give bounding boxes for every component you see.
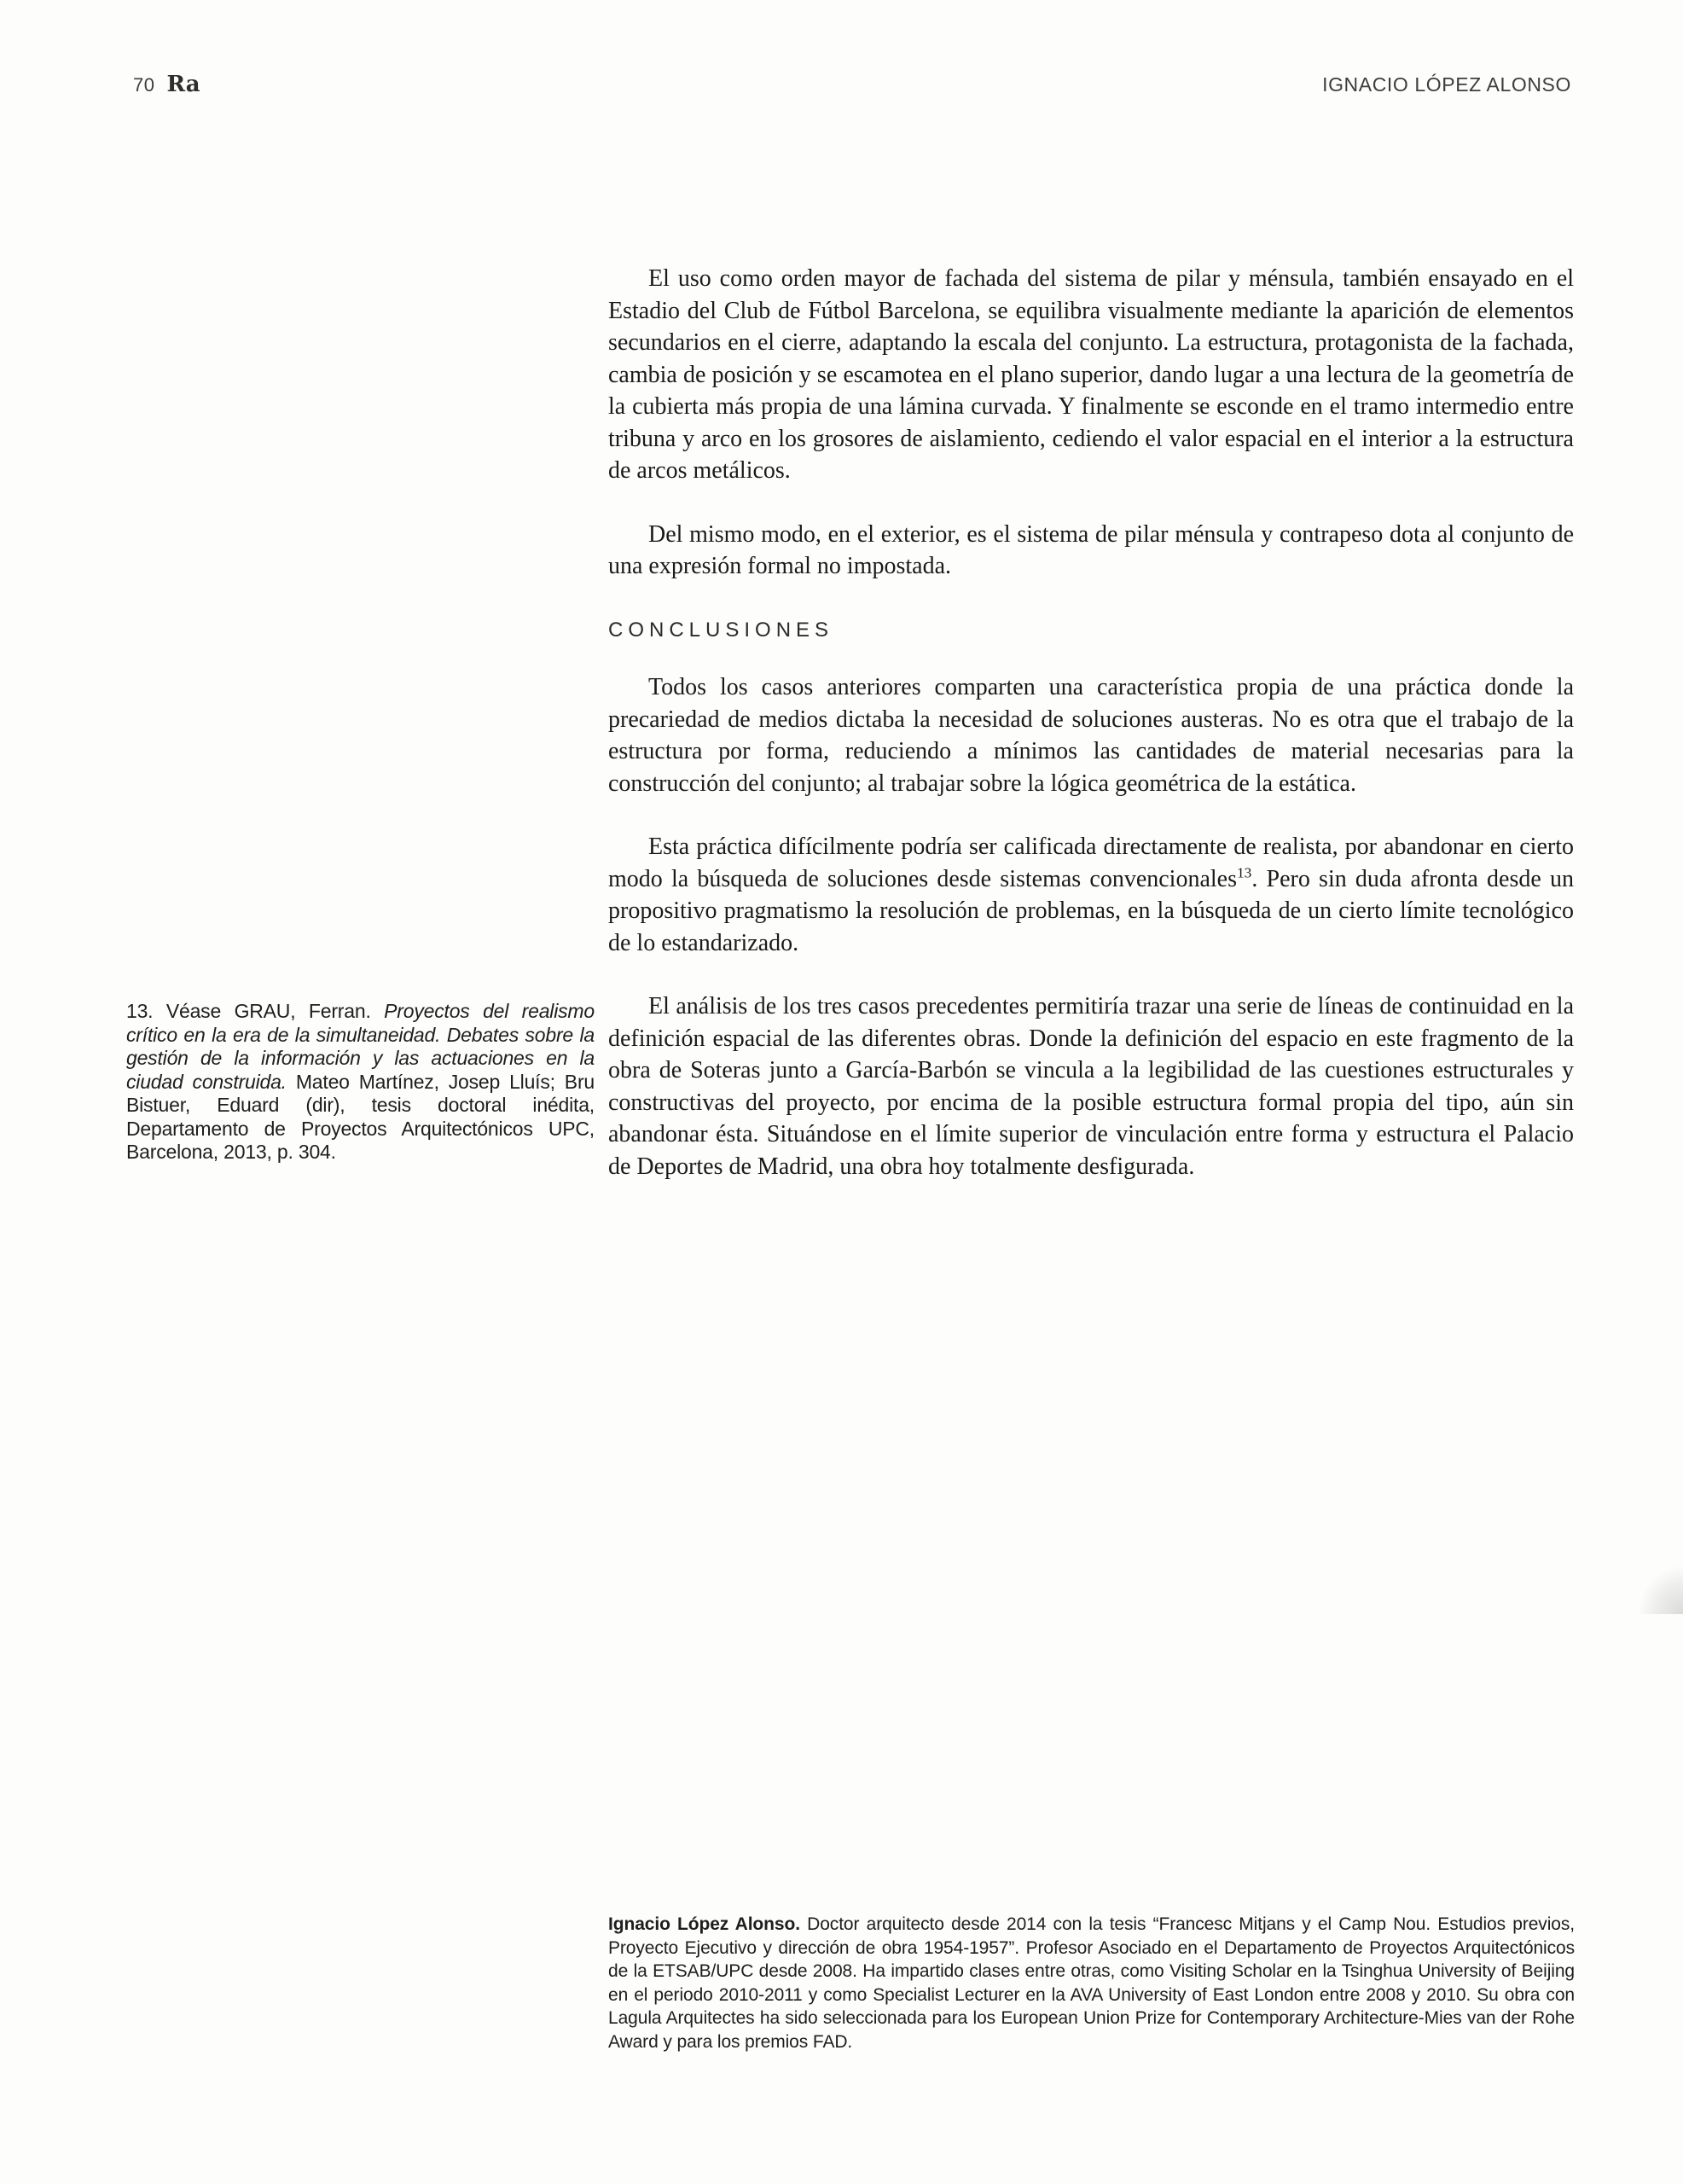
page-number: 70 [133,74,155,96]
paragraph-1: El uso como orden mayor de fachada del sistema de pilar y ménsula, también ensayado en el Estadio del Club de Fútbol Barcelona, se equilibra visualmente mediante la aparición de elementos secundarios en el cierre, adaptando la escala del conjunto. La estructura, protagonista de la fachada, cambia de posición y se escamotea en el plano superior, dando lugar a una lectura de la geometría de la cubierta más propia de una lámina curvada. Y finalmente se esconde en el tramo intermedio entre tribuna y arco en los grosores de aislamiento, cediendo el valor espacial en el interior a la estructura de arcos metálicos. [608,265,1574,484]
page-curl-artifact [1639,1566,1683,1614]
paragraph-2: Del mismo modo, en el exterior, es el sistema de pilar ménsula y contrapeso dota al conjunto de una expresión formal no impostada. [608,520,1574,579]
running-header [133,72,1571,97]
footnote-reference-13: 13 [1236,864,1252,881]
journal-logo: Ra [166,72,200,97]
footnote-prefix: 13. Véase GRAU, Ferran. [126,1000,385,1022]
author-bio-text: Doctor arquitecto desde 2014 con la tesis “Francesc Mitjans y el Camp Nou. Estudios previos, Proyecto Ejecutivo y dirección de obra 1954-1957”. Profesor Asociado en el Departamento de Proyectos Arquitectónicos de la ETSAB/UPC desde 2008. Ha impartido clases entre otras, como Visiting Scholar en la Tsinghua University of Beijing en el periodo 2010-2011 y como Specialist Lecturer en la AVA University of East London entre 2008 y 2010. Su obra con Lagula Arquitectes ha sido seleccionada para los European Union Prize for Contemporary Architecture-Mies van der Rohe Award y para los premios FAD. [608,1914,1575,2052]
footnote-13 [126,1000,595,1165]
paragraph-3: Todos los casos anteriores comparten una característica propia de una práctica donde la precariedad de medios dictaba la necesidad de soluciones austeras. No es otra que el trabajo de la estructura por forma, reduciendo a mínimos las cantidades de material necesarias para la construcción del conjunto; al trabajar sobre la lógica geométrica de la estática. [608,674,1574,797]
footnote-suffix: Mateo Martínez, Josep Lluís; Bru Bistuer, Eduard (dir), tesis doctoral inédita, Departamento de Proyectos Arquitectónicos UPC, Barcelona, 2013, p. 304. [126,1070,595,1163]
author-bio [608,1913,1575,2053]
section-heading-conclusiones: CONCLUSIONES [608,618,834,642]
paragraph-5: El análisis de los tres casos precedentes permitiría trazar una serie de líneas de continuidad en la definición espacial de las diferentes obras. Donde la definición del espacio en este fragmento de la obra de Soteras junto a García-Barbón se vincula a la legibilidad de las cuestiones estructurales y constructivas del proyecto, por encima de la posible estructura formal propia del tipo, aún sin abandonar ésta. Situándose en el límite superior de vinculación entre forma y estructura el Palacio de Deportes de Madrid, una obra hoy totalmente desfigurada. [608,993,1574,1180]
paragraph-4 [608,831,1574,959]
paragraph-4-text-after: . Pero sin duda afronta desde un propositivo pragmatismo la resolución de problemas, en la búsqueda de un cierto límite tecnológico de lo estandarizado. [608,865,1574,956]
main-text-column [608,263,1574,1214]
paragraph-4-text: Esta práctica difícilmente podría ser calificada directamente de realista, por abandonar en cierto modo la búsqueda de soluciones desde sistemas convencionales [608,834,1574,892]
running-head-author: IGNACIO LÓPEZ ALONSO [1322,73,1571,96]
header-left [133,72,200,97]
footnote-title-italic: Proyectos del realismo crítico en la era de la simultaneidad. Debates sobre la gestión de la información y las actuaciones en la ciudad construida. [126,1000,595,1093]
author-bio-name: Ignacio López Alonso. [608,1914,800,1934]
